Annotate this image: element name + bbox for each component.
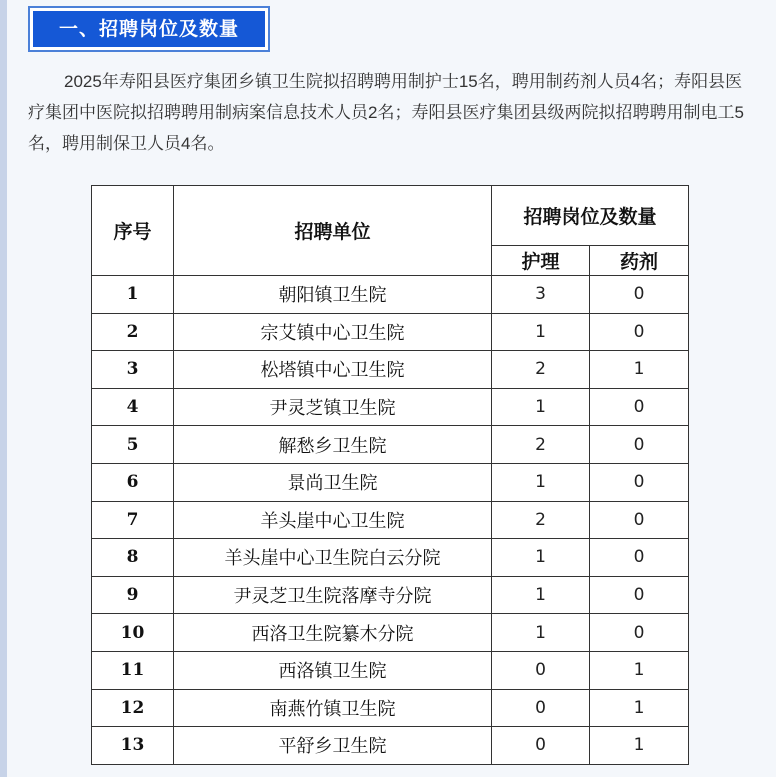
row-pharmacy-cell: 0 [590, 313, 689, 351]
row-index-cell: 8 [92, 539, 174, 577]
row-pharmacy-cell: 1 [590, 727, 689, 765]
row-nursing-cell: 2 [492, 501, 590, 539]
row-pharmacy-cell: 1 [590, 689, 689, 727]
row-index-cell: 10 [92, 614, 174, 652]
row-unit-cell: 平舒乡卫生院 [174, 727, 492, 765]
row-unit-cell: 松塔镇中心卫生院 [174, 351, 492, 389]
row-index-cell: 11 [92, 651, 174, 689]
row-unit-cell: 解愁乡卫生院 [174, 426, 492, 464]
row-pharmacy-cell: 0 [590, 388, 689, 426]
header-positions: 招聘岗位及数量 [492, 186, 689, 246]
table-row [92, 313, 689, 351]
row-nursing-cell: 1 [492, 539, 590, 577]
table-row [92, 276, 689, 314]
row-unit-cell: 南燕竹镇卫生院 [174, 689, 492, 727]
header-nursing: 护理 [492, 246, 590, 276]
table-body [92, 276, 689, 765]
intro-paragraph: 2025年寿阳县医疗集团乡镇卫生院拟招聘聘用制护士15名，聘用制药剂人员4名；寿阳县医疗集团中医院拟招聘聘用制病案信息技术人员2名；寿阳县医疗集团县级两院拟招聘聘用制电工5名，聘用制保卫人员4名。 [28, 72, 744, 153]
table-row [92, 614, 689, 652]
row-pharmacy-cell: 1 [590, 651, 689, 689]
table-row [92, 651, 689, 689]
row-index-cell: 3 [92, 351, 174, 389]
recruitment-table [91, 185, 689, 765]
row-unit-cell: 尹灵芝卫生院落摩寺分院 [174, 576, 492, 614]
row-pharmacy-cell: 1 [590, 351, 689, 389]
header-index: 序号 [92, 186, 174, 276]
row-index-cell: 4 [92, 388, 174, 426]
section-heading-box [28, 6, 270, 52]
table-row [92, 351, 689, 389]
row-pharmacy-cell: 0 [590, 426, 689, 464]
row-index-cell: 12 [92, 689, 174, 727]
row-unit-cell: 尹灵芝镇卫生院 [174, 388, 492, 426]
row-index-cell: 9 [92, 576, 174, 614]
row-nursing-cell: 1 [492, 576, 590, 614]
row-nursing-cell: 2 [492, 426, 590, 464]
row-unit-cell: 西洛镇卫生院 [174, 651, 492, 689]
header-pharmacy: 药剂 [590, 246, 689, 276]
row-unit-cell: 西洛卫生院纂木分院 [174, 614, 492, 652]
row-nursing-cell: 0 [492, 651, 590, 689]
row-unit-cell: 羊头崖中心卫生院白云分院 [174, 539, 492, 577]
table-row [92, 727, 689, 765]
row-index-cell: 2 [92, 313, 174, 351]
row-nursing-cell: 3 [492, 276, 590, 314]
row-nursing-cell: 0 [492, 727, 590, 765]
row-unit-cell: 景尚卫生院 [174, 463, 492, 501]
row-pharmacy-cell: 0 [590, 501, 689, 539]
table-row [92, 388, 689, 426]
row-nursing-cell: 1 [492, 388, 590, 426]
row-nursing-cell: 2 [492, 351, 590, 389]
row-pharmacy-cell: 0 [590, 463, 689, 501]
row-index-cell: 5 [92, 426, 174, 464]
row-pharmacy-cell: 0 [590, 614, 689, 652]
row-index-cell: 13 [92, 727, 174, 765]
table-row [92, 426, 689, 464]
row-nursing-cell: 1 [492, 313, 590, 351]
row-pharmacy-cell: 0 [590, 276, 689, 314]
row-pharmacy-cell: 0 [590, 576, 689, 614]
row-pharmacy-cell: 0 [590, 539, 689, 577]
table-row [92, 689, 689, 727]
header-unit: 招聘单位 [174, 186, 492, 276]
table-row [92, 501, 689, 539]
row-nursing-cell: 1 [492, 463, 590, 501]
left-accent-bar [0, 0, 7, 777]
table-row [92, 463, 689, 501]
row-index-cell: 6 [92, 463, 174, 501]
row-unit-cell: 宗艾镇中心卫生院 [174, 313, 492, 351]
row-index-cell: 1 [92, 276, 174, 314]
row-nursing-cell: 0 [492, 689, 590, 727]
section-heading: 一、招聘岗位及数量 [33, 11, 265, 47]
row-nursing-cell: 1 [492, 614, 590, 652]
table-row [92, 539, 689, 577]
row-unit-cell: 朝阳镇卫生院 [174, 276, 492, 314]
row-index-cell: 7 [92, 501, 174, 539]
row-unit-cell: 羊头崖中心卫生院 [174, 501, 492, 539]
table-row [92, 576, 689, 614]
